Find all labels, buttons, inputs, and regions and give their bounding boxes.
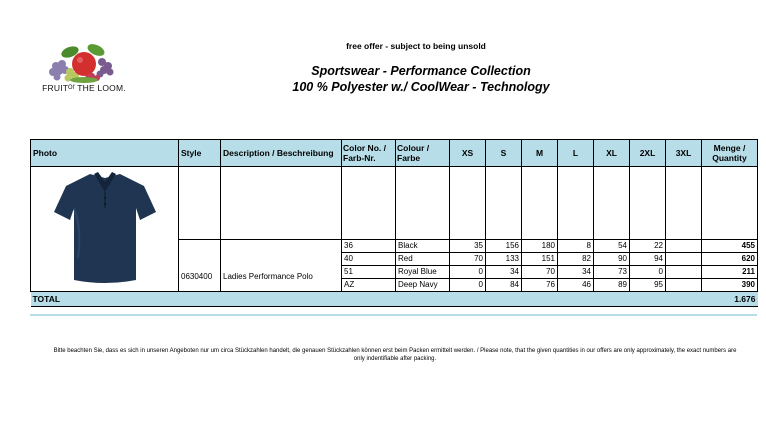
qty-l: 82 <box>558 253 594 266</box>
qty-s: 34 <box>486 266 522 279</box>
qty-xl: 54 <box>594 240 630 253</box>
qty-m: 180 <box>522 240 558 253</box>
qty-m: 151 <box>522 253 558 266</box>
col-photo: Photo <box>31 140 179 167</box>
qty-2xl: 95 <box>630 279 666 292</box>
photo-cell <box>31 167 179 292</box>
col-m: M <box>522 140 558 167</box>
qty-2xl: 0 <box>630 266 666 279</box>
col-l: L <box>558 140 594 167</box>
total-row <box>31 292 758 307</box>
col-description: Description / Beschreibung <box>221 140 342 167</box>
color-no: AZ <box>342 279 396 292</box>
qty-s: 133 <box>486 253 522 266</box>
disclaimer-note: Bitte beachten Sie, dass es sich in unseren Angeboten nur um circa Stückzahlen handelt, die genauen Stückzahlen können erst beim Packen ermittelt werden. / Please note, that the given quantities in our offers are only approximately, the exact numbers are only indentifiable after packing. <box>53 348 737 362</box>
color-no: 40 <box>342 253 396 266</box>
col-color-no: Color No. / Farb-Nr. <box>342 140 396 167</box>
row-quantity: 211 <box>702 266 758 279</box>
total-underline <box>30 314 757 316</box>
col-quantity: Menge / Quantity <box>702 140 758 167</box>
navy-polo-shirt-icon <box>52 168 158 286</box>
qty-2xl: 94 <box>630 253 666 266</box>
page-title: Sportswear - Performance Collection <box>311 64 531 78</box>
colour: Royal Blue <box>396 266 450 279</box>
col-3xl: 3XL <box>666 140 702 167</box>
colour: Red <box>396 253 450 266</box>
qty-xl: 73 <box>594 266 630 279</box>
table-header-row <box>31 140 758 167</box>
qty-3xl <box>666 266 702 279</box>
color-no: 51 <box>342 266 396 279</box>
qty-3xl <box>666 279 702 292</box>
qty-l: 34 <box>558 266 594 279</box>
offer-table <box>30 139 758 307</box>
style-number: 0630400 <box>179 240 221 292</box>
colour: Black <box>396 240 450 253</box>
qty-l: 8 <box>558 240 594 253</box>
offer-note: free offer - subject to being unsold <box>346 41 486 51</box>
qty-xs: 70 <box>450 253 486 266</box>
qty-xl: 89 <box>594 279 630 292</box>
qty-3xl <box>666 253 702 266</box>
qty-s: 156 <box>486 240 522 253</box>
qty-m: 70 <box>522 266 558 279</box>
qty-xl: 90 <box>594 253 630 266</box>
qty-xs: 0 <box>450 279 486 292</box>
total-value: 1.676 <box>702 292 758 307</box>
col-style: Style <box>179 140 221 167</box>
page-subtitle: 100 % Polyester w./ CoolWear - Technology <box>292 80 550 94</box>
color-no: 36 <box>342 240 396 253</box>
logo-wordmark: FRUITᴼᶠ THE LOOM. <box>42 83 126 93</box>
total-label: TOTAL <box>31 292 702 307</box>
qty-xs: 35 <box>450 240 486 253</box>
col-colour: Colour / Farbe <box>396 140 450 167</box>
qty-2xl: 22 <box>630 240 666 253</box>
qty-m: 76 <box>522 279 558 292</box>
qty-xs: 0 <box>450 266 486 279</box>
col-s: S <box>486 140 522 167</box>
qty-s: 84 <box>486 279 522 292</box>
product-description: Ladies Performance Polo <box>221 240 342 292</box>
spacer-row <box>31 167 758 240</box>
colour: Deep Navy <box>396 279 450 292</box>
qty-3xl <box>666 240 702 253</box>
row-quantity: 390 <box>702 279 758 292</box>
col-xl: XL <box>594 140 630 167</box>
qty-l: 46 <box>558 279 594 292</box>
col-xs: XS <box>450 140 486 167</box>
col-2xl: 2XL <box>630 140 666 167</box>
row-quantity: 620 <box>702 253 758 266</box>
row-quantity: 455 <box>702 240 758 253</box>
